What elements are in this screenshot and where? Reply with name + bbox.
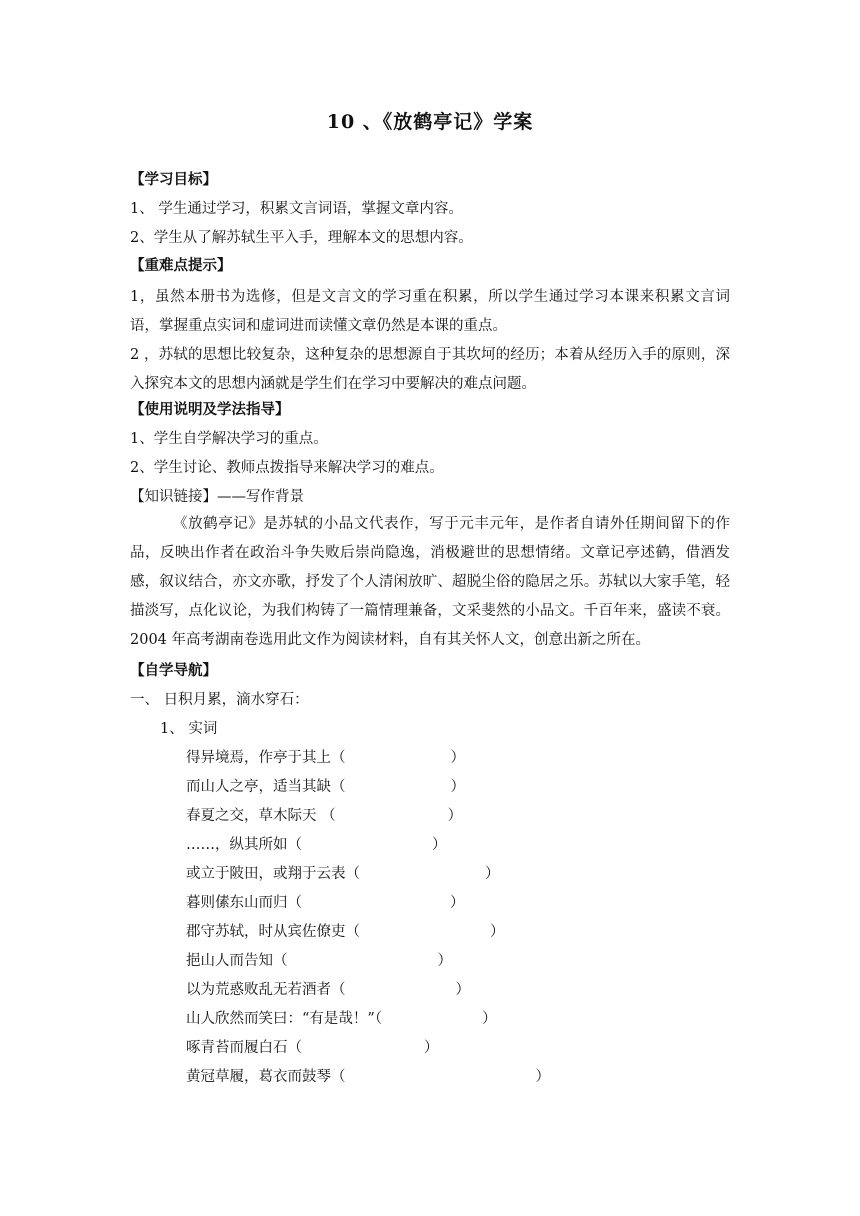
list-item: 春夏之交，草木际天 （ ） — [186, 808, 463, 824]
sub-heading-content-words: 1、 实词 — [160, 721, 218, 737]
usage-2: 2、学生讨论、教师点拨指导来解决学习的难点。 — [130, 460, 444, 476]
usage-heading: 【使用说明及学法指导】 — [130, 401, 290, 418]
list-item: 得异境焉，作亭于其上（ ） — [186, 750, 465, 766]
part-one-heading: 一、 日积月累，滴水穿石： — [130, 692, 309, 708]
page-title: 10 、《放鹤亭记》学案 — [326, 111, 534, 133]
key-point-1: 1，虽然本册书为选修，但是文言文的学习重在积累，所以学生通过学习本课来积累文言词语，掌握重点实词和虚词进而读懂文章仍然是本课的重点。 — [130, 289, 730, 334]
background-paragraph: 《放鹤亭记》是苏轼的小品文代表作，写于元丰元年，是作者自请外任期间留下的作品，反映出作者在政治斗争失败后崇尚隐逸，消极避世的思想情绪。文章记亭述鹤，借酒发感，叙议结合，亦文亦歌，抒发了个人清闲放旷、超脱尘俗的隐居之乐。苏轼以大家手笔，轻描淡写，点化议论，为我们构铸了一篇情理兼备，文采斐然的小品文。千百年来，盛读不衰。2004 年高考湖南卷选用此文作为阅读材料，自有其关怀人文，创意出新之所在。 — [130, 516, 730, 648]
self-study-heading: 【自学导航】 — [130, 662, 217, 679]
list-item: 黄冠草履，葛衣而鼓琴（ ） — [186, 1069, 550, 1085]
list-item: 啄青苔而履白石（ ） — [186, 1040, 439, 1056]
usage-1: 1、学生自学解决学习的重点。 — [130, 431, 328, 447]
goal-2: 2、学生从了解苏轼生平入手，理解本文的思想内容。 — [130, 230, 473, 246]
list-item: ……，纵其所如（ ） — [186, 837, 447, 853]
key-points-heading: 【重难点提示】 — [130, 257, 232, 274]
list-item: 郡守苏轼，时从宾佐僚吏（ ） — [186, 924, 505, 940]
goals-heading: 【学习目标】 — [130, 171, 217, 188]
list-item: 暮则傃东山而归（ ） — [186, 895, 465, 911]
list-item: 或立于陂田，或翔于云表（ ） — [186, 866, 500, 882]
list-item: 以为荒惑败乱无若酒者（ ） — [186, 982, 470, 998]
goal-1: 1、 学生通过学习，积累文言词语，掌握文章内容。 — [130, 201, 463, 217]
list-item: 山人欣然而笑曰：“有是哉！”（ ） — [186, 1011, 497, 1027]
list-item: 而山人之亭，适当其缺（ ） — [186, 779, 465, 795]
list-item: 挹山人而告知（ ） — [186, 953, 452, 969]
knowledge-link-heading: 【知识链接】——写作背景 — [130, 489, 304, 505]
key-point-2: 2 ，苏轼的思想比较复杂，这种复杂的思想源自于其坎坷的经历；本着从经历入手的原则，深入探究本文的思想内涵就是学生们在学习中要解决的难点问题。 — [130, 347, 730, 392]
